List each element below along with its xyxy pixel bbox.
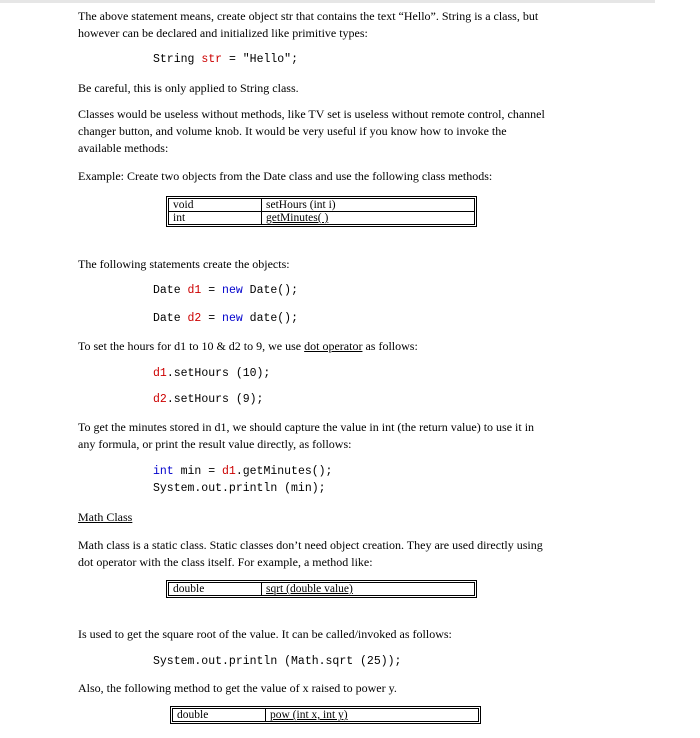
table-row [173, 709, 479, 722]
code-token: = [201, 312, 223, 325]
paragraph-line: The above statement means, create object str that contains the text “Hello”. String is a class, but [78, 9, 539, 23]
code-keyword: new [222, 284, 243, 297]
code-token: = [201, 284, 223, 297]
table-cell-method: sqrt (double value) [262, 583, 475, 596]
code-token: min = [173, 465, 223, 478]
code-set-hours-d1 [153, 365, 270, 382]
heading-math-class: Math Class [78, 510, 133, 524]
code-token: .setHours (9); [166, 393, 264, 406]
paragraph-get-minutes [78, 419, 598, 453]
code-print-sqrt: System.out.println (Math.sqrt (25)); [153, 655, 402, 668]
table-cell-type: int [169, 212, 262, 225]
pow-method-table [172, 708, 479, 722]
code-token: "Hello"; [242, 53, 298, 66]
table-cell-method: setHours (int i) [262, 199, 475, 212]
table-cell-type: void [169, 199, 262, 212]
code-variable: d1 [187, 284, 202, 297]
date-methods-table [168, 198, 475, 225]
table-cell-method: pow (int x, int y) [266, 709, 479, 722]
code-variable: d2 [153, 393, 167, 406]
table-cell-type: double [173, 709, 266, 722]
code-variable: str [201, 53, 223, 66]
sqrt-method-table [168, 582, 475, 596]
code-token: = [222, 53, 243, 66]
code-date-d2 [153, 310, 298, 327]
table-row [169, 199, 475, 212]
table-cell-method: getMinutes( ) [262, 212, 475, 225]
paragraph-methods [78, 106, 598, 157]
code-variable: d2 [187, 312, 202, 325]
page-top-rule [0, 0, 655, 3]
code-date-d1 [153, 282, 298, 299]
paragraph-line: any formula, or print the result value directly, as follows: [78, 437, 352, 451]
code-token: String [153, 53, 195, 66]
paragraph-line: available methods: [78, 141, 169, 155]
code-set-hours-d2 [153, 391, 263, 408]
paragraph-create-objects: The following statements create the objects: [78, 257, 290, 271]
code-int-min [153, 463, 332, 480]
code-token: Date [153, 312, 188, 325]
paragraph-string-intro [78, 8, 598, 42]
paragraph-text: as follows: [362, 339, 418, 353]
code-string-declaration [153, 51, 298, 68]
code-token: Date(); [242, 284, 298, 297]
paragraph-line: Classes would be useless without methods, like TV set is useless without remote control, channel [78, 107, 545, 121]
code-keyword: new [222, 312, 243, 325]
code-token: .setHours (10); [166, 367, 271, 380]
paragraph-line: dot operator with the class itself. For example, a method like: [78, 555, 373, 569]
paragraph-sqrt-usage: Is used to get the square root of the value. It can be called/invoked as follows: [78, 627, 452, 641]
paragraph-line: changer button, and volume knob. It would be very useful if you know how to invoke the [78, 124, 507, 138]
paragraph-line: however can be declared and initialized like primitive types: [78, 26, 368, 40]
table-row [169, 212, 475, 225]
paragraph-careful: Be careful, this is only applied to String class. [78, 81, 299, 95]
code-token: Date [153, 284, 188, 297]
paragraph-math-class [78, 537, 598, 571]
code-variable: d1 [222, 465, 236, 478]
paragraph-set-hours [78, 338, 598, 355]
paragraph-pow-intro: Also, the following method to get the value of x raised to power y. [78, 681, 397, 695]
table-cell-type: double [169, 583, 262, 596]
table-row [169, 583, 475, 596]
code-variable: d1 [153, 367, 167, 380]
paragraph-line: Math class is a static class. Static classes don’t need object creation. They are used directly using [78, 538, 543, 552]
paragraph-example: Example: Create two objects from the Date class and use the following class methods: [78, 169, 493, 183]
code-keyword: int [153, 465, 174, 478]
paragraph-text: To set the hours for d1 to 10 & d2 to 9, we use [78, 339, 305, 353]
paragraph-line: To get the minutes stored in d1, we should capture the value in int (the return value) to use it in [78, 420, 535, 434]
code-print-min: System.out.println (min); [153, 482, 326, 495]
code-token: date(); [242, 312, 298, 325]
dot-operator-term: dot operator [304, 339, 363, 353]
code-token: .getMinutes(); [235, 465, 333, 478]
